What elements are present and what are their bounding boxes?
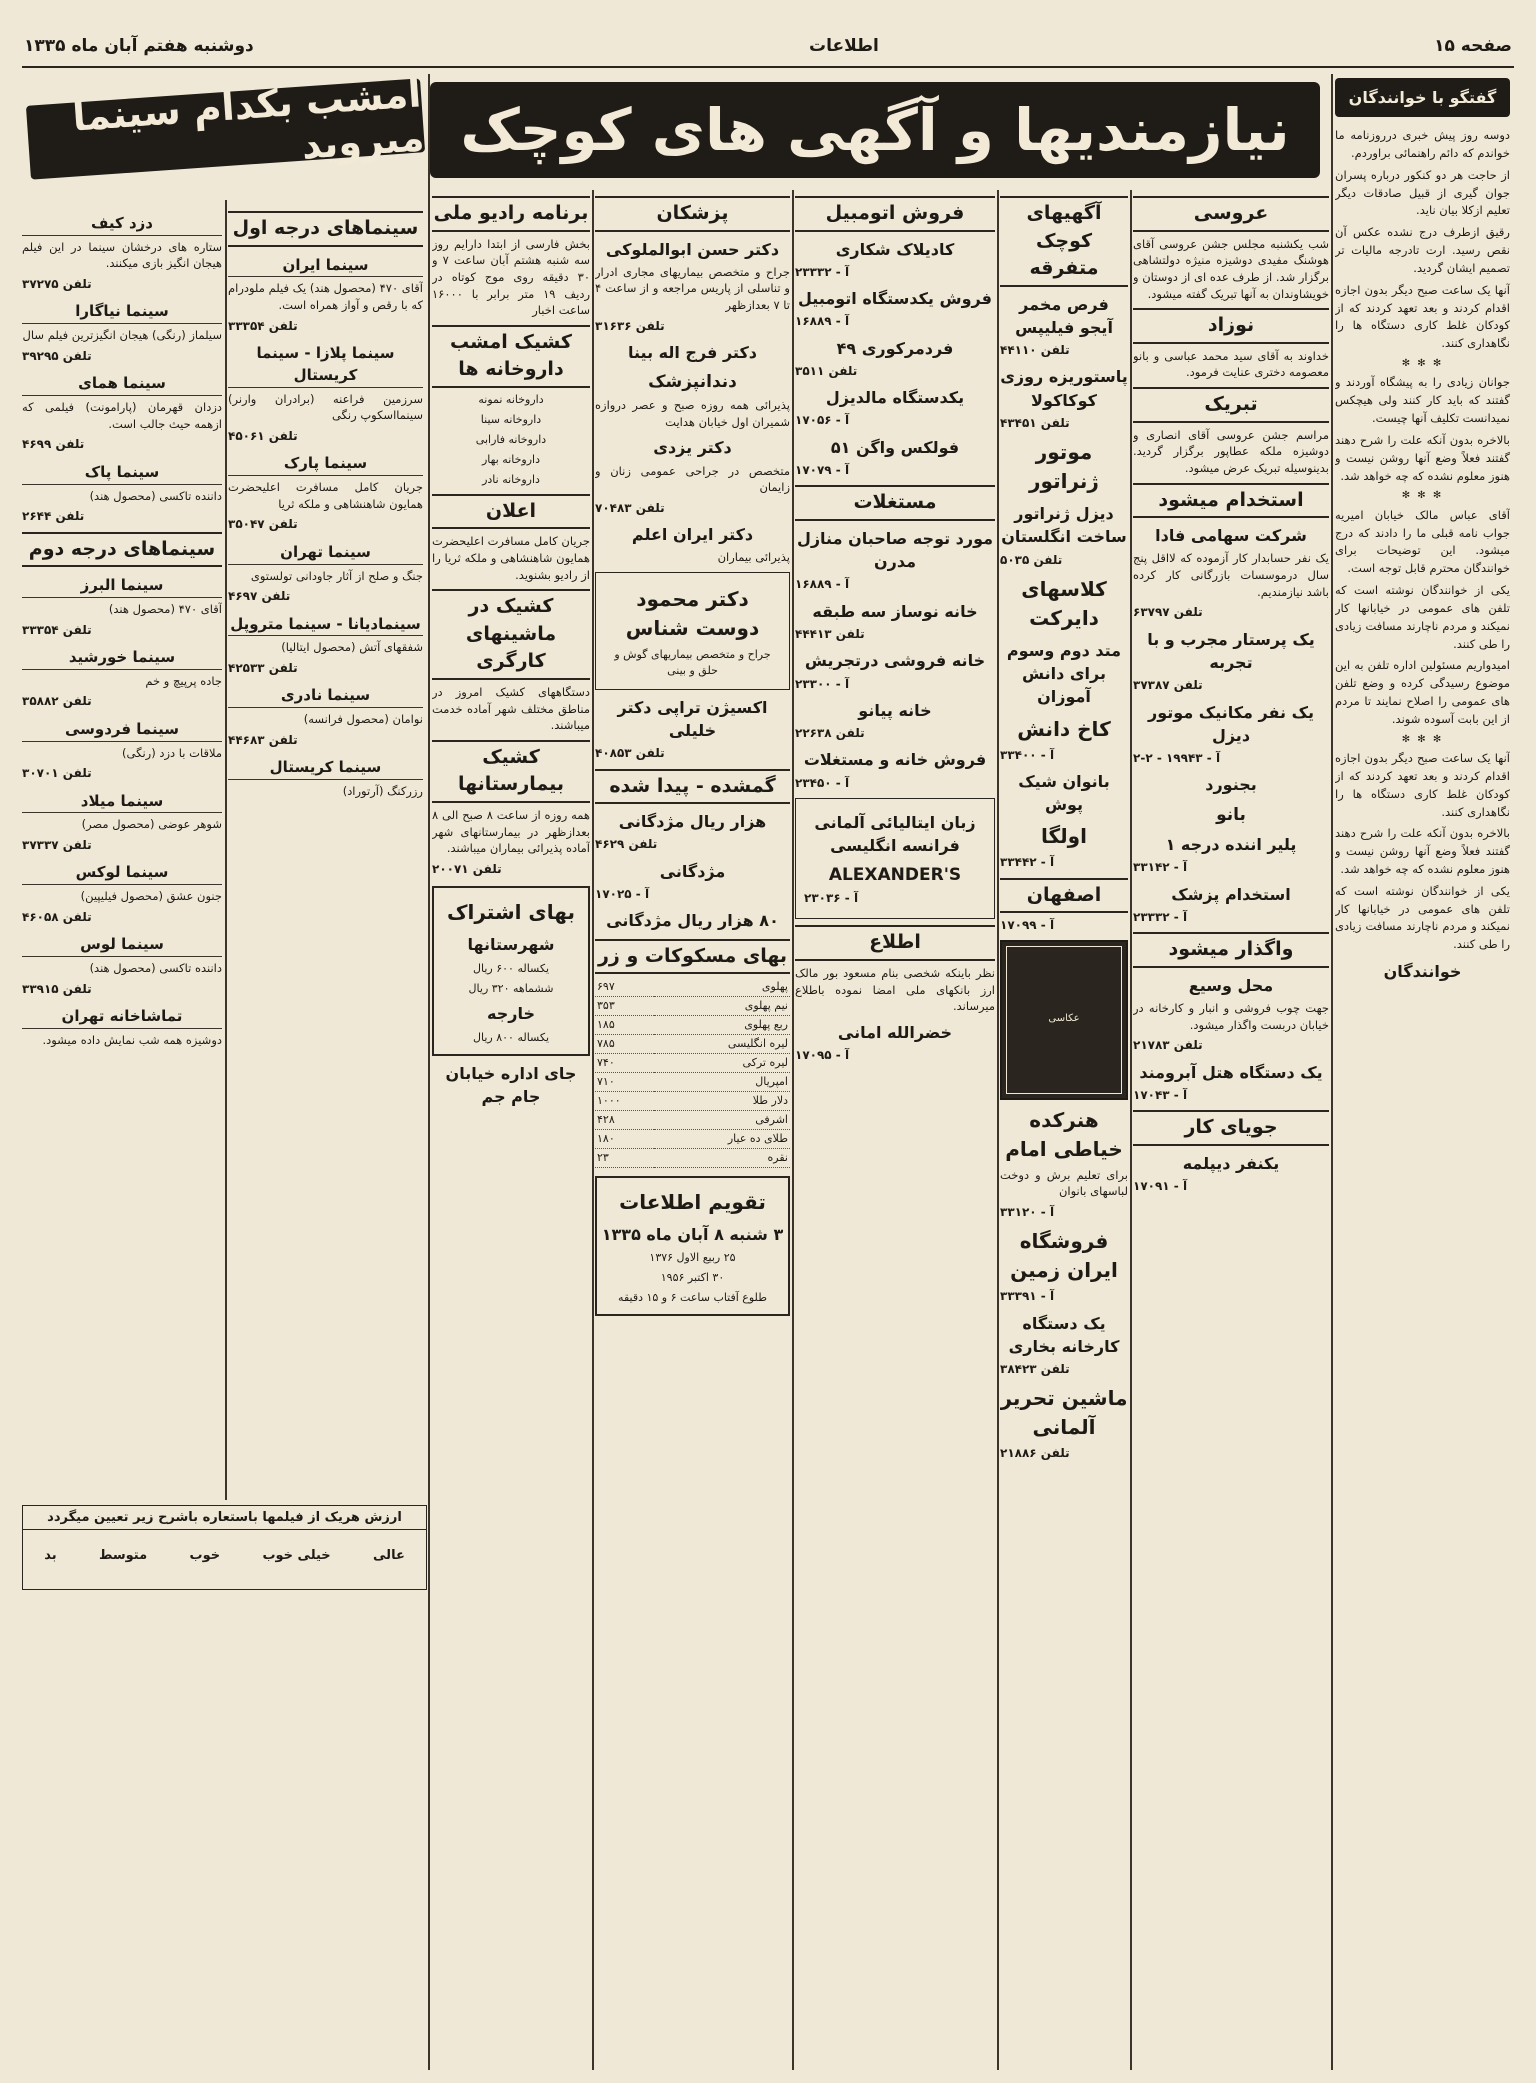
cinema-banner: امشب بکدام سینما میروید [26,78,425,179]
coin-prices-table [595,978,790,1167]
doctor-feature-ad [595,572,790,690]
hotel-ad-phone: آ - ۱۷۰۴۳ [1133,1088,1188,1102]
pharmacy-item: داروخانه نمونه [478,393,544,406]
wedding-text: شب یکشنبه مجلس جشن عروسی آقای هوشنگ مفیدی دوشیزه منیژه دولتشاهی برگزار شد. از طرف عده ای از دوستان و خویشاوندان به آنها تبریک گفته میشود. [1133,236,1329,301]
hospital-text: همه روزه از ساعت ۸ صبح الی ۸ بعدازظهر در بیمارستانهای شهر آماده پذیرائی بیماران میباشند. [432,808,590,856]
pharmacy-item: داروخانه سینا [480,412,542,426]
rating-heading: ارزش هریک از فیلمها باستعاره باشرح زیر تعیین میگردد [23,1506,426,1530]
doctor-phone: تلفن ۳۱۶۳۶ [595,318,665,333]
lost-ad-title: مژدگانی [659,861,726,881]
doctor-name: دکتر فرج اله بینا [628,343,757,363]
paper-name: اطلاعات [809,36,879,56]
letter-paragraph: دوسه روز پیش خبری درروزنامه ما خواندم که دائم راهنمائی براوردم. [1335,128,1510,160]
cinema-text: داننده تاکسی (محصول هند) [89,488,222,503]
knit-ad-title: یک دستگاه کارخانه بخاری [1008,1313,1120,1356]
hotel-ad-title: یک دستگاه هتل آبرومند [1139,1062,1323,1082]
masthead-rule [22,66,1514,68]
radio-column [432,190,590,2070]
motor-ad-phone: تلفن ۵۰۳۵ [1000,552,1063,567]
letters-column [1335,78,1510,2068]
doctors-column [595,190,790,2070]
cinema-name: سینما پلازا - سینما کریستال [228,343,423,388]
philips-ad-title: فرص مخمر آیجو فیلیپس [1015,294,1113,337]
calendar-box [595,1176,790,1316]
coin-name: امپریال [654,1072,790,1091]
rating-level: بد [44,1548,57,1563]
coin-name: لیره انگلیسی [654,1034,790,1053]
doctors-heading: پزشکان [595,196,790,232]
coin-price: ۱۰۰۰ [595,1091,654,1110]
coin-price: ۲۳ [595,1148,654,1167]
letters-banner: گفتگو با خوانندگان [1335,78,1510,117]
cinema-name: سینما لوس [22,934,222,957]
car-ad-title: فولکس واگن ۵۱ [830,437,960,457]
estate-ad-title: فروش خانه و مستغلات [803,750,987,770]
typewriter-ad-phone: تلفن ۲۱۸۸۶ [1000,1446,1070,1461]
doctor-hire-phone: آ - ۲۳۳۳۲ [1133,909,1188,924]
cinema-phone: تلفن ۴۶۰۵۸ [22,909,92,924]
philips-ad-phone: تلفن ۴۴۱۱۰ [1000,343,1070,358]
doctor-name: دکتر یزدی [653,438,732,458]
pasteur-ad-title: پاستوریزه روزی کوکاکولا [1000,367,1128,410]
cinema-column-left [22,205,222,1655]
coin-price: ۷۱۰ [595,1072,654,1091]
language-ad-phone: آ - ۲۳۰۳۶ [804,891,859,906]
letters-sign: خوانندگان [1383,962,1462,981]
coin-price-row [595,978,790,996]
subscription-box [432,886,590,1055]
rent-subheading: محل وسیع [1188,975,1274,995]
cinema-name: سینما نادری [228,685,423,708]
cars-heading: فروش اتومبیل [795,196,995,232]
classes-ad-sub: متد دوم وسوم برای دانش آموزان [1006,640,1122,707]
calendar-line: ۳ شنبه ۸ آبان ماه ۱۳۳۵ [601,1224,784,1244]
language-brand: ALEXANDER'S [828,865,962,886]
letter-paragraph: رقیق ازطرف درج نشده عکس آن نقص رسید. ارت تادرجه مالیات تر تصمیم ایشان گردید. [1335,225,1510,275]
bojnoord-text: بانو [1216,804,1246,825]
calendar-line: ۳۰ اکتبر ۱۹۵۶ [660,1270,725,1284]
issue-date: دوشنبه هفتم آبان ماه ۱۳۳۵ [24,36,254,56]
doctor-text: متخصص در جراحی عمومی زنان و زایمان [595,463,790,495]
pharmacy-item: داروخانه بهار [482,452,540,466]
lost-ad-title: ۸۰ هزار ریال مژدگانی [606,911,779,931]
subscription-abroad: خارجه [487,1004,535,1024]
cinema-phone: تلفن ۴۴۶۸۳ [228,732,298,747]
letter-paragraph: از حاجت هر دو کنکور درباره پسران جوان گیری از قبیل صادقات دیگر تعلیم ازکلا بیان ناید. [1335,167,1510,218]
column-divider [225,200,227,1500]
doctor-name: دکتر محمود دوست شناس [625,587,760,641]
notice-text: نظر باینکه شخصی بنام مسعود بور مالک ارز بانکهای ملی امضا نموده باطلاع میرساند. [795,966,995,1014]
subscription-line: یکساله ۸۰۰ ریال [473,1030,549,1044]
doctor-text: جراح و متخصص بیماریهای مجاری ادرار و تناسلی از پاریس مراجعه و از ساعت ۴ تا ۷ بعدازظهر [595,264,790,313]
cinema-name: سینما خورشید [22,647,222,670]
language-ad [795,798,995,919]
film-rating-legend [22,1505,427,1590]
cinema-name: سینمادیانا - سینما متروپل [228,614,423,637]
cinema-text: سرزمین فراعنه (برادران وارنر) سینمااسکوپ رنگی [228,391,423,423]
cinema-phone: تلفن ۴۵۰۶۱ [228,428,298,443]
estate-ad-phone: تلفن ۴۴۴۱۳ [795,626,865,641]
cinema-name: سینما ایران [228,255,423,278]
doctor-text: پذیرائی همه روزه صبح و عصر دروازه شمیران اول خیابان هدایت [595,397,790,429]
cinema-text: دزدان قهرمان (پارامونت) فیلمی که ازهمه حیث جالب است. [22,400,222,431]
pasteur-ad-phone: تلفن ۴۳۴۵۱ [1000,415,1070,430]
nurse-ad-phone: تلفن ۳۷۳۸۷ [1133,678,1203,693]
congrats-heading: تبریک [1133,387,1329,423]
column-divider [792,190,794,2070]
coin-price: ۷۴۰ [595,1053,654,1072]
cinema-text: جنگ و صلح از آثار جاودانی تولستوی [250,568,423,583]
olga-phone: آ - ۳۳۴۴۲ [1000,855,1055,870]
lost-found-heading: گمشده - پیدا شده [595,769,790,805]
coin-name: پهلوی [654,978,790,996]
cinema-text: جاده پرپیچ و خم [145,673,222,688]
office-address: جای اداره خیابان جام جم [445,1063,577,1106]
piano-ad-phone: تلفن ۲۲۶۳۸ [795,726,865,741]
doctor-name: اکسیژن تراپی دکتر خلیلی [617,697,768,741]
letter-paragraph: بالاخره بدون آنکه علت را شرح دهند گفتند فعلاً وضع آنها روشن نیست و هنوز معلوم نشده که چه خواهد شد. [1335,826,1510,876]
cinema-text: رزرکنگ (آرتوراد) [342,783,423,798]
pharmacy-item: داروخانه نادر [482,472,540,486]
rent-text: جهت چوب فروشی و انبار و کارخانه در خیابان دربست واگذار میشود. [1133,1001,1329,1032]
cinema-name: سینما پاک [22,462,222,485]
lost-ad-phone: آ - ۱۷۰۲۵ [595,887,650,902]
coin-name: لیره ترکی [654,1053,790,1072]
letter-paragraph: آنها یک ساعت صبح دیگر بدون اجازه اقدام کردند و بعد تعهد کردند که از کودکان غلط کاری دستگاه ها را نگاهداری کنند. [1335,282,1510,351]
column-divider [428,74,430,2070]
coin-price-row [595,1091,790,1110]
cinema-name: سینما کریستال [228,757,423,780]
separator: ✻ ✻ ✻ [1401,357,1444,369]
cinema-name: سینما همای [22,373,222,396]
classes-ad-title: کلاسهای دایرکت [1021,576,1107,630]
coin-prices-heading: بهای مسکوکات و زر [595,939,790,975]
cinema-text: ملاقات با دزد (رنگی) [122,745,222,760]
teacher-ad-title: پلیر اننده درجه ۱ [1165,835,1297,855]
column-divider [997,190,999,2070]
cinema-text: داننده تاکسی (محصول هند) [89,960,222,975]
rent-heading: واگذار میشود [1133,932,1329,968]
isfahan-phone: آ - ۱۷۰۹۹ [1000,918,1055,933]
subscription-heading: بهای اشتراک [447,900,575,925]
cinema-text: نوامان (محصول فرانسه) [303,712,423,727]
coin-price-row [595,1129,790,1148]
column-divider [592,190,594,2070]
camera-caption: عکاسی [1006,946,1122,1094]
car-ad-phone: تلفن ۳۵۱۱ [795,363,858,378]
estate-heading: مستغلات [795,485,995,521]
cinema-text: شوهر عوضی (محصول مصر) [81,817,222,832]
notice-phone: آ - ۱۷۰۹۵ [795,1048,850,1063]
cinema-name: تماشاخانه تهران [22,1006,222,1029]
cinema-phone: تلفن ۳۵۸۸۲ [22,694,92,709]
coin-price-row [595,997,790,1016]
estate-ad-title: خانه فروشی درتجریش [804,651,986,671]
cinema-column-right [228,205,423,1655]
coin-price: ۱۸۰ [595,1129,654,1148]
school-name: کاخ دانش [1017,716,1111,741]
letter-paragraph: جوانان زیادی را به پیشگاه آوردند و گفتند که باید کار کنند ولی هیچکس نمیدانست تکلیف آنها چیست. [1335,375,1510,426]
cinema-phone: تلفن ۳۳۳۵۴ [22,622,92,637]
letter-paragraph: امیدواریم مسئولین اداره تلفن به این موضوع رسیدگی کرده و وضع تلفن های عمومی را اصلاح نمایند تا مردم از این بابت آسوده شوند. [1335,658,1510,726]
shop-ad-title: فروشگاه ایران زمین [1010,1229,1118,1283]
coin-name: اشرفی [654,1110,790,1129]
coin-price-row [595,1072,790,1091]
letter-paragraph: یکی از خوانندگان نوشته است که تلفن های عمومی در خیابانها کار نمیکند و مردم ناچارند مسافت زیادی را طی کنند. [1335,583,1510,651]
cinema-name: سینما البرز [22,575,222,598]
coin-name: دلار طلا [654,1091,790,1110]
cinema-name: دزد کیف [22,213,222,236]
cinema-class-heading: سینماهای درجه دوم [22,532,222,568]
hiring-text: یک نفر حسابدار کار آزموده که لااقل پنج سال درموسسات بازرگانی کار کرده باشد نیازمندیم. [1133,551,1329,599]
personal-ads-column [1133,190,1329,2070]
hospital-heading: کشیک بیمارستانها [432,740,590,803]
radio-notice-text: جریان کامل مسافرت اعلیحضرت همایون شاهنشاهی و ملکه ثریا را از رادیو بشنوید. [432,534,590,582]
page-label: صفحه ۱۵ [1434,36,1512,56]
cinema-name: سینما میلاد [22,791,222,814]
wedding-heading: عروسی [1133,196,1329,232]
car-ad-title: فردمرکوری ۴۹ [836,338,954,358]
shirt-ad-title: بانوان شیک پوش [1018,771,1110,815]
cinema-name: سینما لوکس [22,862,222,885]
pharmacy-heading: کشیک امشب داروخانه ها [432,325,590,388]
estate-ad-title: مورد توجه صاحبان منازل مدرن [796,528,994,572]
coin-price: ۳۵۳ [595,997,654,1016]
estate-ad-phone: آ - ۱۶۸۸۹ [795,577,850,592]
motor-ad-title: موتور ژنراتور [1029,440,1099,494]
letter-paragraph: بالاخره بدون آنکه علت را شرح دهند گفتند فعلاً وضع آنها روشن نیست و هنوز معلوم نشده که چه خواهد شد. [1335,432,1510,483]
cinema-phone: تلفن ۲۶۴۴ [22,509,85,524]
subscription-line: ششماهه ۳۲۰ ریال [468,981,554,995]
separator: ✻ ✻ ✻ [1401,733,1444,745]
olga-brand: اولگا [1041,824,1087,849]
piano-ad-title: خانه پیانو [858,700,932,720]
misc-ads-column [1000,190,1128,2070]
rating-levels [23,1530,426,1563]
cinema-class-heading: سینماهای درجه اول [228,211,423,247]
hiring-phone: تلفن ۶۳۷۹۷ [1133,605,1203,620]
coin-price: ۱۸۵ [595,1016,654,1035]
cinema-text: آقای ۴۷۰ (محصول هند) یک فیلم ملودرام که با رقص و آواز همراه است. [228,281,423,312]
language-ad-title: زبان ایتالیائی آلمانی فرانسه انگلیسی [814,813,976,856]
cinema-phone: تلفن ۳۹۲۹۵ [22,348,92,363]
radio-heading: برنامه رادیو ملی [432,196,590,232]
doctor-text: پذیرائی بیماران [717,550,790,565]
car-ad-phone: آ - ۱۷۰۵۶ [795,413,850,428]
cinema-text: سیلماز (رنگی) هیجان انگیزترین فیلم سال [22,328,222,343]
coin-name: نقره [654,1148,790,1167]
subscription-line: یکساله ۶۰۰ ریال [473,961,549,975]
cinema-name: سینما پارک [228,453,423,476]
workers-text: دستگاههای کشیک امروز در مناطق مختلف شهر آماده خدمت میباشند. [432,684,590,733]
notice-heading: اطلاع [795,925,995,961]
company-name: شرکت سهامی فادا [1155,526,1307,546]
knit-ad-phone: تلفن ۳۸۴۲۳ [1000,1362,1070,1377]
calendar-heading: تقویم اطلاعات [619,1189,766,1214]
car-ad-title: فروش یکدستگاه اتومبیل [798,289,992,309]
estate-ad-title: خانه نوساز سه طبقه [812,601,978,621]
cinema-text: جریان کامل مسافرت اعلیحضرت همایون شاهنشاهی و ملکه ثریا [228,480,423,511]
cinema-phone: تلفن ۴۶۹۹ [22,437,85,452]
coin-name: طلای ده عیار [654,1129,790,1148]
workers-heading: کشیک در ماشینهای کارگری [432,589,590,680]
rating-level: خیلی خوب [262,1548,331,1563]
job-seeker-heading: جویای کار [1133,1110,1329,1146]
job-seeker-phone: آ - ۱۷۰۹۱ [1133,1179,1188,1194]
school-phone: آ - ۳۳۴۰۰ [1000,747,1055,762]
subscription-city: شهرستانها [467,935,555,955]
cinema-phone: تلفن ۳۷۳۳۷ [22,838,92,852]
lost-ad-title: هزار ریال مژدگانی [618,812,767,832]
nurse-ad-title: یک پرستار مجرب و با تجربه [1147,629,1315,673]
coin-price: ۴۲۸ [595,1110,654,1129]
pharmacy-list [432,392,590,488]
birth-text: خداوند به آقای سید محمد عباسی و بانو معصومه دختری عنایت فرمود. [1133,348,1329,380]
coin-price-row [595,1148,790,1167]
doctor-name: دکتر حسن ابوالملوکی [605,239,780,259]
estate-ad-phone: آ - ۲۳۳۰۰ [795,676,850,691]
cinema-name: سینما فردوسی [22,719,222,742]
hiring-heading: استخدام میشود [1133,483,1329,519]
coin-price: ۷۸۵ [595,1034,654,1053]
car-ad-phone: آ - ۱۷۰۷۹ [795,463,850,478]
mechanic-ad-title: یک نفر مکانیک موتور دیزل [1148,702,1314,745]
typewriter-ad-title: ماشین تحریر آلمانی [1000,1386,1128,1440]
cinema-text: آقای ۴۷۰ (محصول هند) [108,601,222,616]
doctor-hire-title: استخدام پزشک [1171,884,1291,904]
cinema-phone: تلفن ۳۷۲۷۵ [22,277,92,292]
congrats-text: مراسم جشن عروسی آقای انصاری و دوشیزه ملکه عطاپور برگزار گردید. بدینوسیله تبریک عرض میشود. [1133,427,1329,476]
coin-price: ۶۹۷ [595,978,654,996]
cinema-name: سینما تهران [228,542,423,565]
doctor-specialty: جراح و متخصص بیماریهای گوش و حلق و بینی [614,648,771,678]
cinema-text: جنون عشق (محصول فیلیپین) [80,889,222,904]
calendar-line: طلوع آفتاب ساعت ۶ و ۱۵ دقیقه [618,1290,767,1304]
cinema-phone: تلفن ۴۶۹۷ [228,589,291,604]
job-seeker-title: یکنفر دیپلمه [1182,1153,1280,1173]
letter-paragraph: آقای عباس مالک خیابان امیریه جواب نامه قبلی ما را دادند که درج میشود. این توضیحات برای خوانندگان محترم قابل توجه است. [1335,507,1510,576]
misc-ads-heading: آگهیهای کوچک متفرقه [1000,196,1128,287]
cars-column [795,190,995,2070]
coin-name: ربع پهلوی [654,1016,790,1035]
birth-heading: نوزاد [1133,308,1329,344]
coin-name: نیم پهلوی [654,997,790,1016]
mechanic-ad-phone: آ - ۱۹۹۴۳ - ۲-۲ [1133,750,1221,765]
cinema-text: شفقهای آتش (محصول ایتالیا) [281,640,423,655]
cinema-phone: تلفن ۴۲۵۳۳ [228,660,298,675]
doctor-phone: تلفن ۷۰۴۸۳ [595,500,665,515]
masthead [24,30,1512,62]
motor-ad-sub: دیزل ژنراتور ساخت انگلستان [1001,504,1127,547]
rent-phone: تلفن ۲۱۷۸۳ [1133,1038,1203,1053]
column-divider [1331,74,1333,2070]
hospital-phone: تلفن ۲۰۰۷۱ [432,862,502,877]
camera-illustration [1000,940,1128,1100]
radio-notice-heading: اعلان [432,494,590,530]
car-ad-title: یکدستگاه مالدیزل [825,388,965,408]
tailor-ad-phone: آ - ۳۳۱۲۰ [1000,1204,1055,1219]
rating-level: عالی [373,1548,405,1563]
separator: ✻ ✻ ✻ [1401,490,1444,502]
lost-ad-phone: تلفن ۴۶۲۹ [595,837,658,852]
letter-paragraph: آنها یک ساعت صبح دیگر بدون اجازه اقدام کردند و بعد تعهد کردند که از کودکان غلط کاری دستگاه ها را نگاهداری کنند. [1335,751,1510,819]
calendar-line: ۲۵ ربیع الاول ۱۳۷۶ [649,1250,736,1264]
cinema-phone: تلفن ۳۰۷۰۱ [22,766,92,781]
cinema-name: سینما نیاگارا [22,301,222,324]
notice-sign: خضرالله امانی [837,1023,953,1043]
cinema-phone: تلفن ۳۵۰۴۷ [228,517,298,532]
doctor-name: دکتر ایران اعلم [631,525,754,545]
estate-ad-phone: آ - ۲۳۴۵۰ [795,775,850,790]
car-ad-phone: آ - ۱۶۸۸۹ [795,314,850,329]
radio-text: بخش فارسی از ابتدا دارایم روز سه شنبه هشتم آبان ساعت ۷ و ۳۰ دقیقه روی موج کوتاه در ردیف ۱۹ متر برابر با ۱۶۰۰۰ ساعت اخبار [432,236,590,318]
rating-level: خوب [189,1548,221,1563]
column-divider [1130,190,1132,2070]
coin-price-row [595,1053,790,1072]
cinema-phone: تلفن ۳۳۹۱۵ [22,981,92,996]
bojnoord-title: بجنورد [1205,775,1257,795]
coin-price-row [595,1016,790,1035]
car-ad-phone: آ - ۲۳۳۳۲ [795,264,850,279]
car-ad-title: کادیلاک شکاری [835,239,955,259]
classifieds-headline: نیازمندیها و آگهی های کوچک [430,82,1320,178]
pharmacy-item: داروخانه فارابی [475,432,547,446]
tailor-ad-title: هنرکده خیاطی امام [1005,1107,1123,1161]
doctor-specialty: دندانپزشک [648,372,737,393]
rating-level: متوسط [98,1548,148,1563]
tailor-ad-text: برای تعلیم برش و دوخت لباسهای بانوان [1000,1167,1128,1199]
isfahan-heading: اصفهان [1000,878,1128,914]
cinema-text: دوشیزه همه شب نمایش داده میشود. [42,1032,222,1047]
letter-paragraph: یکی از خوانندگان نوشته است که تلفن های عمومی در خیابانها کار نمیکند و مردم ناچارند مسافت زیادی را طی کنند. [1335,883,1510,952]
cinema-phone: تلفن ۳۳۳۵۴ [228,318,298,333]
doctor-phone: تلفن ۴۰۸۵۳ [595,746,665,761]
coin-price-row [595,1110,790,1129]
coin-price-row [595,1034,790,1053]
cinema-text: ستاره های درخشان سینما در این فیلم هیجان انگیز بازی میکنند. [22,239,222,271]
teacher-ad-phone: آ - ۳۳۱۴۲ [1133,860,1188,875]
shop-ad-phone: آ - ۳۳۳۹۱ [1000,1289,1055,1304]
